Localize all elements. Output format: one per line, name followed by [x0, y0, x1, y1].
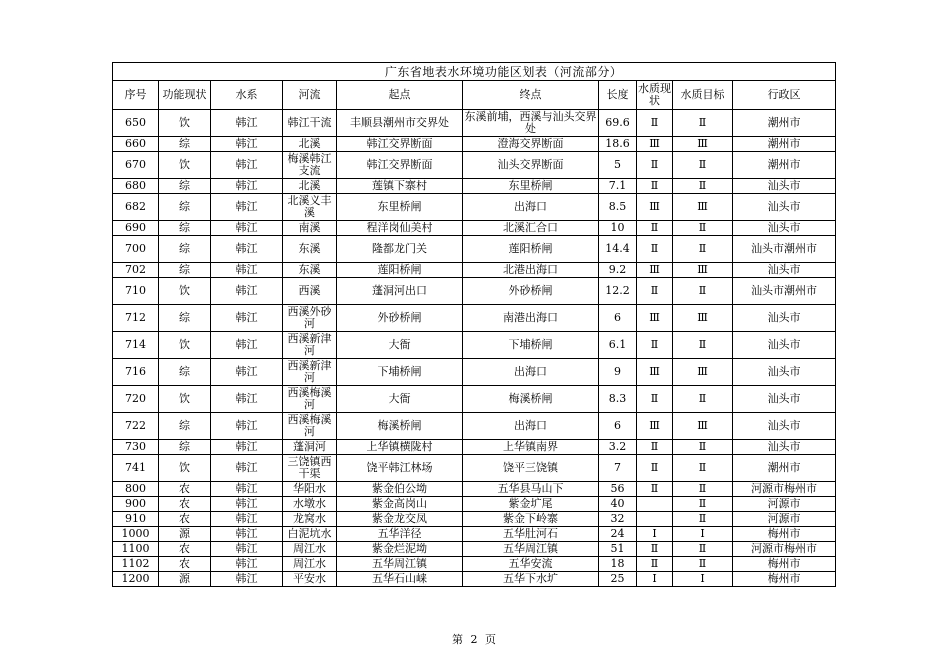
cell-start-point: 外砂桥闸 — [337, 305, 463, 332]
cell-function-status: 饮 — [159, 386, 211, 413]
cell-administrative-region: 汕头市 — [733, 359, 836, 386]
function-zone-sheet — [112, 62, 835, 587]
cell-serial-no: 710 — [113, 278, 159, 305]
cell-end-point: 北港出海口 — [463, 263, 599, 278]
cell-administrative-region: 潮州市 — [733, 110, 836, 137]
cell-function-status: 综 — [159, 305, 211, 332]
cell-serial-no: 690 — [113, 221, 159, 236]
cell-water-system: 韩江 — [211, 278, 283, 305]
cell-serial-no: 714 — [113, 332, 159, 359]
cell-length: 6.1 — [599, 332, 637, 359]
cell-end-point: 出海口 — [463, 359, 599, 386]
cell-administrative-region: 河源市 — [733, 512, 836, 527]
cell-river: 梅溪韩江支流 — [283, 152, 337, 179]
cell-end-point: 莲阳桥闸 — [463, 236, 599, 263]
cell-serial-no: 910 — [113, 512, 159, 527]
cell-water-quality-current: Ⅲ — [637, 305, 673, 332]
cell-water-system: 韩江 — [211, 179, 283, 194]
header-length: 长度 — [599, 81, 637, 110]
cell-water-quality-target: Ⅱ — [673, 512, 733, 527]
header-water-quality-current: 水质现状 — [637, 81, 673, 110]
header-start-point: 起点 — [337, 81, 463, 110]
cell-water-system: 韩江 — [211, 497, 283, 512]
cell-end-point: 出海口 — [463, 413, 599, 440]
cell-length: 51 — [599, 542, 637, 557]
cell-serial-no: 670 — [113, 152, 159, 179]
cell-length: 18 — [599, 557, 637, 572]
cell-length: 10 — [599, 221, 637, 236]
cell-start-point: 韩江交界断面 — [337, 152, 463, 179]
cell-water-quality-current: Ⅱ — [637, 386, 673, 413]
cell-length: 40 — [599, 497, 637, 512]
cell-river: 周江水 — [283, 557, 337, 572]
cell-water-quality-current: Ⅲ — [637, 413, 673, 440]
cell-water-quality-target: Ⅱ — [673, 278, 733, 305]
cell-function-status: 农 — [159, 482, 211, 497]
cell-serial-no: 900 — [113, 497, 159, 512]
cell-water-quality-target: Ⅱ — [673, 497, 733, 512]
cell-water-quality-current: Ⅲ — [637, 137, 673, 152]
cell-start-point: 上华镇横陇村 — [337, 440, 463, 455]
cell-water-quality-target: Ⅲ — [673, 413, 733, 440]
cell-river: 周江水 — [283, 542, 337, 557]
cell-end-point: 上华镇南界 — [463, 440, 599, 455]
cell-end-point: 北溪汇合口 — [463, 221, 599, 236]
cell-administrative-region: 汕头市 — [733, 221, 836, 236]
cell-length: 24 — [599, 527, 637, 542]
cell-administrative-region: 汕头市 — [733, 386, 836, 413]
cell-water-system: 韩江 — [211, 152, 283, 179]
cell-water-system: 韩江 — [211, 221, 283, 236]
table-title-row — [113, 63, 836, 81]
cell-water-quality-current: Ⅱ — [637, 152, 673, 179]
cell-serial-no: 730 — [113, 440, 159, 455]
cell-river: 华阳水 — [283, 482, 337, 497]
cell-end-point: 澄海交界断面 — [463, 137, 599, 152]
cell-serial-no: 716 — [113, 359, 159, 386]
cell-serial-no: 1000 — [113, 527, 159, 542]
cell-water-quality-target: Ⅱ — [673, 482, 733, 497]
cell-administrative-region: 梅州市 — [733, 572, 836, 587]
table-row — [113, 278, 836, 305]
cell-river: 西溪梅溪河 — [283, 386, 337, 413]
cell-water-quality-current: Ⅱ — [637, 278, 673, 305]
cell-water-quality-current: Ⅱ — [637, 236, 673, 263]
page-number: 第 2 页 — [452, 633, 498, 646]
table-row — [113, 497, 836, 512]
cell-administrative-region: 汕头市 — [733, 332, 836, 359]
cell-serial-no: 682 — [113, 194, 159, 221]
cell-end-point: 东里桥闸 — [463, 179, 599, 194]
cell-water-quality-current: Ⅱ — [637, 542, 673, 557]
cell-water-system: 韩江 — [211, 359, 283, 386]
cell-water-quality-current: Ⅱ — [637, 179, 673, 194]
cell-water-system: 韩江 — [211, 110, 283, 137]
cell-water-system: 韩江 — [211, 542, 283, 557]
cell-water-system: 韩江 — [211, 527, 283, 542]
cell-function-status: 综 — [159, 440, 211, 455]
table-row — [113, 179, 836, 194]
cell-start-point: 东里桥闸 — [337, 194, 463, 221]
header-end-point: 终点 — [463, 81, 599, 110]
cell-serial-no: 700 — [113, 236, 159, 263]
cell-start-point: 紫金龙交凤 — [337, 512, 463, 527]
water-function-zone-table — [112, 62, 836, 587]
cell-function-status: 饮 — [159, 152, 211, 179]
cell-start-point: 五华石山崃 — [337, 572, 463, 587]
cell-serial-no: 702 — [113, 263, 159, 278]
cell-end-point: 汕头交界断面 — [463, 152, 599, 179]
cell-start-point: 下埔桥闸 — [337, 359, 463, 386]
cell-function-status: 农 — [159, 512, 211, 527]
cell-water-system: 韩江 — [211, 263, 283, 278]
cell-water-quality-current: Ⅱ — [637, 332, 673, 359]
table-title: 广东省地表水环境功能区划表（河流部分） — [113, 63, 836, 81]
cell-administrative-region: 潮州市 — [733, 137, 836, 152]
cell-function-status: 综 — [159, 236, 211, 263]
header-water-quality-target: 水质目标 — [673, 81, 733, 110]
table-row — [113, 527, 836, 542]
cell-function-status: 农 — [159, 542, 211, 557]
cell-end-point: 五华周江镇 — [463, 542, 599, 557]
cell-length: 7 — [599, 455, 637, 482]
cell-water-quality-target: Ⅲ — [673, 137, 733, 152]
cell-length: 7.1 — [599, 179, 637, 194]
cell-water-quality-current: Ⅲ — [637, 263, 673, 278]
cell-administrative-region: 潮州市 — [733, 455, 836, 482]
cell-function-status: 饮 — [159, 455, 211, 482]
cell-end-point: 五华安流 — [463, 557, 599, 572]
cell-end-point: 南港出海口 — [463, 305, 599, 332]
cell-start-point: 蓬洞河出口 — [337, 278, 463, 305]
cell-administrative-region: 河源市梅州市 — [733, 542, 836, 557]
table-row — [113, 221, 836, 236]
cell-end-point: 下埔桥闸 — [463, 332, 599, 359]
cell-function-status: 饮 — [159, 278, 211, 305]
cell-serial-no: 650 — [113, 110, 159, 137]
cell-river: 韩江干流 — [283, 110, 337, 137]
cell-water-quality-target: Ⅱ — [673, 557, 733, 572]
cell-function-status: 综 — [159, 221, 211, 236]
cell-end-point: 外砂桥闸 — [463, 278, 599, 305]
cell-length: 8.5 — [599, 194, 637, 221]
cell-administrative-region: 汕头市潮州市 — [733, 278, 836, 305]
cell-function-status: 饮 — [159, 332, 211, 359]
cell-administrative-region: 河源市梅州市 — [733, 482, 836, 497]
cell-river: 西溪 — [283, 278, 337, 305]
cell-water-quality-target: Ⅱ — [673, 455, 733, 482]
cell-water-system: 韩江 — [211, 413, 283, 440]
table-row — [113, 512, 836, 527]
cell-river: 东溪 — [283, 263, 337, 278]
cell-serial-no: 1102 — [113, 557, 159, 572]
cell-water-system: 韩江 — [211, 236, 283, 263]
cell-river: 白泥坑水 — [283, 527, 337, 542]
cell-water-quality-target: Ⅲ — [673, 263, 733, 278]
cell-water-quality-current — [637, 497, 673, 512]
cell-river: 平安水 — [283, 572, 337, 587]
table-row — [113, 194, 836, 221]
table-row — [113, 572, 836, 587]
cell-water-quality-target: Ⅲ — [673, 305, 733, 332]
table-row — [113, 332, 836, 359]
cell-start-point: 隆都龙门关 — [337, 236, 463, 263]
cell-start-point: 韩江交界断面 — [337, 137, 463, 152]
cell-end-point: 东溪前埔，西溪与汕头交界处 — [464, 110, 597, 135]
cell-length: 9.2 — [599, 263, 637, 278]
cell-start-point: 紫金烂泥坳 — [337, 542, 463, 557]
cell-water-quality-current: Ⅱ — [637, 482, 673, 497]
cell-length: 8.3 — [599, 386, 637, 413]
cell-water-quality-current: Ⅲ — [637, 194, 673, 221]
cell-function-status: 综 — [159, 137, 211, 152]
cell-function-status: 综 — [159, 179, 211, 194]
cell-end-point: 五华县马山下 — [463, 482, 599, 497]
table-row — [113, 236, 836, 263]
cell-water-system: 韩江 — [211, 137, 283, 152]
cell-serial-no: 800 — [113, 482, 159, 497]
cell-water-quality-target: Ⅲ — [673, 194, 733, 221]
table-row — [113, 110, 836, 137]
cell-start-point: 莲阳桥闸 — [337, 263, 463, 278]
cell-length: 3.2 — [599, 440, 637, 455]
cell-serial-no: 1100 — [113, 542, 159, 557]
cell-river: 北溪义丰溪 — [283, 194, 337, 221]
cell-function-status: 农 — [159, 497, 211, 512]
header-river: 河流 — [283, 81, 337, 110]
cell-end-point: 出海口 — [463, 194, 599, 221]
cell-length: 6 — [599, 413, 637, 440]
cell-water-system: 韩江 — [211, 482, 283, 497]
cell-water-quality-target: Ⅱ — [673, 179, 733, 194]
header-function-status: 功能现状 — [159, 81, 211, 110]
cell-end-point: 五华肚河石 — [463, 527, 599, 542]
cell-water-quality-target: Ⅱ — [673, 542, 733, 557]
table-row — [113, 455, 836, 482]
cell-end-point: 紫金下岭寨 — [463, 512, 599, 527]
cell-administrative-region: 汕头市 — [733, 440, 836, 455]
table-row — [113, 359, 836, 386]
cell-river: 三饶镇西干渠 — [283, 455, 337, 482]
cell-end-point: 饶平三饶镇 — [463, 455, 599, 482]
cell-length: 12.2 — [599, 278, 637, 305]
cell-water-system: 韩江 — [211, 386, 283, 413]
table-row — [113, 557, 836, 572]
cell-water-system: 韩江 — [211, 332, 283, 359]
cell-length: 32 — [599, 512, 637, 527]
cell-serial-no: 722 — [113, 413, 159, 440]
cell-water-system: 韩江 — [211, 572, 283, 587]
cell-river: 北溪 — [283, 137, 337, 152]
table-header-row — [113, 81, 836, 110]
cell-water-quality-target: Ⅱ — [673, 236, 733, 263]
table-row — [113, 305, 836, 332]
table-row — [113, 440, 836, 455]
cell-length: 9 — [599, 359, 637, 386]
cell-end-point: 梅溪桥闸 — [463, 386, 599, 413]
table-row — [113, 542, 836, 557]
table-row — [113, 137, 836, 152]
header-water-system: 水系 — [211, 81, 283, 110]
table-row — [113, 263, 836, 278]
cell-river: 龙窝水 — [283, 512, 337, 527]
cell-water-quality-current: Ⅲ — [637, 359, 673, 386]
cell-start-point: 饶平韩江林场 — [337, 455, 463, 482]
cell-end-point: 紫金圹尾 — [463, 497, 599, 512]
cell-water-quality-target: Ⅲ — [673, 359, 733, 386]
cell-water-quality-current — [637, 512, 673, 527]
cell-river: 西溪新津河 — [283, 332, 337, 359]
cell-start-point: 紫金高岗山 — [337, 497, 463, 512]
cell-river: 蓬洞河 — [283, 440, 337, 455]
cell-start-point: 丰顺县潮州市交界处 — [337, 110, 463, 137]
cell-water-quality-target: Ⅱ — [673, 386, 733, 413]
cell-function-status: 综 — [159, 413, 211, 440]
cell-administrative-region: 汕头市 — [733, 179, 836, 194]
cell-water-system: 韩江 — [211, 194, 283, 221]
table-row — [113, 482, 836, 497]
cell-length: 25 — [599, 572, 637, 587]
cell-water-quality-current: Ⅱ — [637, 557, 673, 572]
header-serial-no: 序号 — [113, 81, 159, 110]
table-row — [113, 152, 836, 179]
cell-river: 西溪梅溪河 — [283, 413, 337, 440]
cell-water-quality-target: Ⅱ — [673, 110, 733, 137]
cell-length: 56 — [599, 482, 637, 497]
cell-administrative-region: 潮州市 — [733, 152, 836, 179]
cell-water-quality-target: Ⅰ — [673, 527, 733, 542]
cell-administrative-region: 汕头市 — [733, 413, 836, 440]
cell-water-quality-current: Ⅱ — [637, 440, 673, 455]
cell-water-system: 韩江 — [211, 557, 283, 572]
cell-water-quality-current: Ⅰ — [637, 527, 673, 542]
cell-river: 东溪 — [283, 236, 337, 263]
cell-administrative-region: 汕头市 — [733, 263, 836, 278]
cell-start-point: 大衙 — [337, 386, 463, 413]
cell-serial-no: 741 — [113, 455, 159, 482]
cell-water-system: 韩江 — [211, 512, 283, 527]
cell-function-status: 综 — [159, 359, 211, 386]
cell-serial-no: 712 — [113, 305, 159, 332]
cell-river: 西溪新津河 — [283, 359, 337, 386]
cell-start-point: 五华洋径 — [337, 527, 463, 542]
cell-water-quality-target: Ⅱ — [673, 332, 733, 359]
cell-function-status: 饮 — [159, 110, 211, 137]
cell-water-quality-target: Ⅱ — [673, 440, 733, 455]
cell-length: 5 — [599, 152, 637, 179]
cell-start-point: 五华周江镇 — [337, 557, 463, 572]
cell-administrative-region: 汕头市潮州市 — [733, 236, 836, 263]
cell-water-quality-target: Ⅱ — [673, 152, 733, 179]
cell-water-system: 韩江 — [211, 440, 283, 455]
table-row — [113, 386, 836, 413]
cell-river: 水墩水 — [283, 497, 337, 512]
cell-serial-no: 660 — [113, 137, 159, 152]
cell-start-point: 程洋岗仙美村 — [337, 221, 463, 236]
cell-serial-no: 680 — [113, 179, 159, 194]
cell-administrative-region: 汕头市 — [733, 194, 836, 221]
cell-length: 18.6 — [599, 137, 637, 152]
cell-water-quality-target: Ⅱ — [673, 221, 733, 236]
cell-water-system: 韩江 — [211, 455, 283, 482]
table-row — [113, 413, 836, 440]
cell-serial-no: 1200 — [113, 572, 159, 587]
cell-river: 北溪 — [283, 179, 337, 194]
cell-function-status: 源 — [159, 527, 211, 542]
cell-length: 14.4 — [599, 236, 637, 263]
cell-length: 6 — [599, 305, 637, 332]
cell-function-status: 农 — [159, 557, 211, 572]
cell-serial-no: 720 — [113, 386, 159, 413]
cell-function-status: 综 — [159, 194, 211, 221]
cell-function-status: 源 — [159, 572, 211, 587]
header-administrative-region: 行政区 — [733, 81, 836, 110]
cell-water-quality-target: Ⅰ — [673, 572, 733, 587]
cell-water-quality-current: Ⅰ — [637, 572, 673, 587]
cell-administrative-region: 河源市 — [733, 497, 836, 512]
cell-water-system: 韩江 — [211, 305, 283, 332]
cell-start-point: 莲镇下寨村 — [337, 179, 463, 194]
cell-start-point: 梅溪桥闸 — [337, 413, 463, 440]
cell-function-status: 综 — [159, 263, 211, 278]
cell-river: 南溪 — [283, 221, 337, 236]
cell-length: 69.6 — [599, 110, 637, 137]
cell-water-quality-current: Ⅱ — [637, 455, 673, 482]
cell-start-point: 大衙 — [337, 332, 463, 359]
cell-water-quality-current: Ⅱ — [637, 221, 673, 236]
cell-administrative-region: 梅州市 — [733, 557, 836, 572]
cell-water-quality-current: Ⅱ — [637, 110, 673, 137]
cell-start-point: 紫金伯公坳 — [337, 482, 463, 497]
cell-administrative-region: 梅州市 — [733, 527, 836, 542]
cell-end-point: 五华下水圹 — [463, 572, 599, 587]
cell-administrative-region: 汕头市 — [733, 305, 836, 332]
cell-river: 西溪外砂河 — [283, 305, 337, 332]
